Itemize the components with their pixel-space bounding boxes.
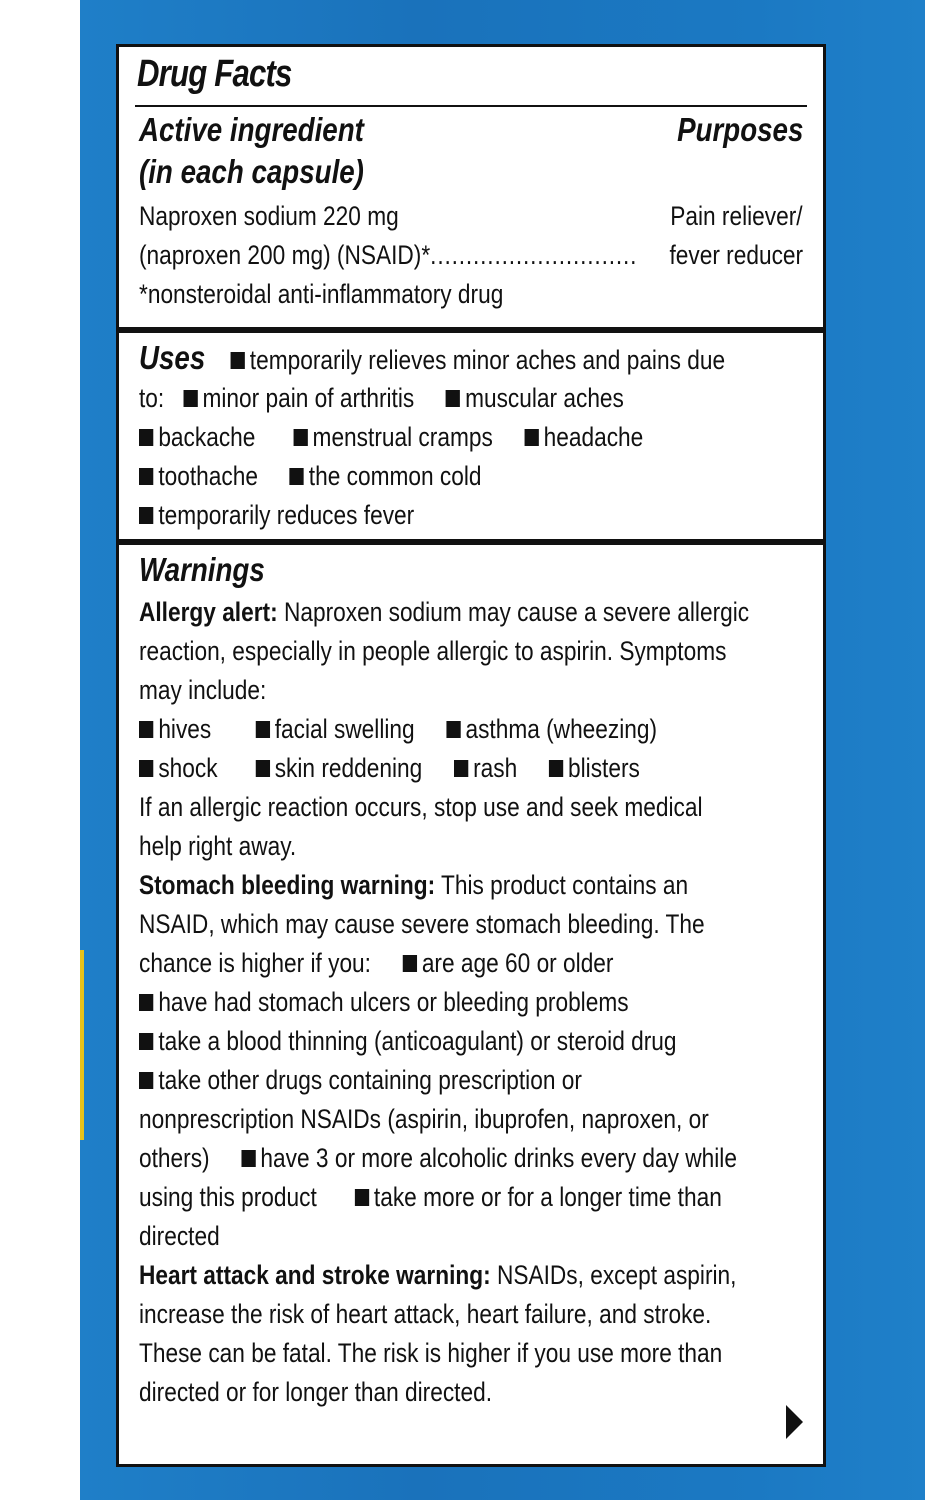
risk-item: have 3 or more alcoholic drinks every day while	[260, 1143, 737, 1173]
stomach-line-2: NSAID, which may cause severe stomach bleeding. The	[139, 909, 705, 939]
heart-line-2: increase the risk of heart attack, heart failure, and stroke.	[139, 1299, 712, 1329]
stomach-line-8	[139, 1139, 737, 1177]
allergy-line-2: reaction, especially in people allergic to aspirin. Symptoms	[139, 636, 727, 666]
allergy-line-5: help right away.	[139, 831, 297, 861]
background-edge	[0, 0, 80, 1500]
heart-line-4: directed or for longer than directed.	[139, 1377, 493, 1407]
stomach-line-5	[139, 1022, 677, 1060]
bullet-icon	[355, 1189, 369, 1206]
stomach-line-7: nonprescription NSAIDs (aspirin, ibuprofen, naproxen, or	[139, 1104, 709, 1134]
uses-line-3	[139, 418, 643, 456]
uses-line-2	[139, 379, 624, 417]
allergy-line-1	[139, 593, 749, 631]
uses-line-5	[139, 496, 414, 534]
symptom-item: asthma (wheezing)	[465, 714, 658, 744]
warning-text: NSAIDs, except aspirin,	[496, 1260, 737, 1290]
warning-text: using this product	[139, 1182, 317, 1212]
use-item: the common cold	[308, 461, 482, 491]
purpose-line-1: Pain reliever/	[670, 201, 803, 231]
bullet-icon	[454, 760, 468, 777]
ingredient-line-1: Naproxen sodium 220 mg	[139, 201, 399, 231]
bullet-icon	[139, 760, 153, 777]
purposes-heading: Purposes	[676, 111, 803, 148]
bullet-icon	[241, 1150, 255, 1167]
allergy-line-3: may include:	[139, 675, 267, 705]
symptom-item: facial swelling	[274, 714, 415, 744]
risk-item: are age 60 or older	[421, 948, 614, 978]
symptom-item: shock	[158, 753, 218, 783]
stomach-label: Stomach bleeding warning:	[139, 870, 436, 900]
bullet-icon	[139, 429, 153, 446]
warning-text: Naproxen sodium may cause a severe allergic	[283, 597, 750, 627]
bullet-icon	[446, 721, 460, 738]
risk-item: take other drugs containing prescription or	[158, 1065, 582, 1095]
drug-facts-title: Drug Facts	[137, 53, 292, 95]
bullet-icon	[402, 955, 416, 972]
leader-dots: .............................	[430, 240, 638, 270]
footnote: *nonsteroidal anti-inflammatory drug	[139, 279, 504, 309]
use-item: headache	[543, 422, 644, 452]
heart-line-1	[139, 1256, 736, 1294]
bullet-icon	[289, 468, 303, 485]
allergy-line-4: If an allergic reaction occurs, stop use and seek medical	[139, 792, 703, 822]
package-yellow-edge	[80, 950, 84, 1140]
warnings-section	[119, 545, 823, 1467]
bullet-icon	[255, 760, 269, 777]
use-item: temporarily reduces fever	[158, 500, 415, 530]
bullet-icon	[139, 1072, 153, 1089]
warning-text: others)	[139, 1143, 210, 1173]
bullet-icon	[230, 352, 244, 369]
use-item: muscular aches	[465, 383, 624, 413]
use-item: temporarily relieves minor aches and pains due	[249, 345, 726, 375]
bullet-icon	[139, 994, 153, 1011]
bullet-icon	[549, 760, 563, 777]
uses-lead: to:	[139, 383, 165, 413]
heart-line-3: These can be fatal. The risk is higher if you use more than	[139, 1338, 723, 1368]
continue-arrow-icon	[786, 1405, 803, 1439]
symptom-item: blisters	[568, 753, 640, 783]
stomach-line-10: directed	[139, 1221, 220, 1251]
warning-text: chance is higher if you:	[139, 948, 371, 978]
allergy-label: Allergy alert:	[139, 597, 278, 627]
risk-item: take a blood thinning (anticoagulant) or steroid drug	[158, 1026, 677, 1056]
use-item: menstrual cramps	[312, 422, 493, 452]
ingredient-text: (naproxen 200 mg) (NSAID)*	[139, 240, 431, 270]
use-item: minor pain of arthritis	[202, 383, 415, 413]
bullet-icon	[139, 468, 153, 485]
bullet-icon	[524, 429, 538, 446]
bullet-icon	[183, 390, 197, 407]
title-rule	[135, 105, 807, 107]
risk-item: have had stomach ulcers or bleeding problems	[158, 987, 629, 1017]
use-item: toothache	[158, 461, 258, 491]
warnings-heading: Warnings	[139, 551, 265, 588]
bullet-icon	[139, 1033, 153, 1050]
bullet-icon	[293, 429, 307, 446]
symptom-item: rash	[473, 753, 518, 783]
uses-section	[119, 333, 823, 545]
heart-label: Heart attack and stroke warning:	[139, 1260, 491, 1290]
symptoms-line-1	[139, 710, 657, 748]
active-ingredient-section	[119, 47, 823, 333]
bullet-icon	[446, 390, 460, 407]
symptom-item: hives	[158, 714, 212, 744]
symptom-item: skin reddening	[274, 753, 423, 783]
stomach-line-4	[139, 983, 629, 1021]
purpose-line-2: fever reducer	[669, 240, 803, 270]
uses-heading: Uses	[139, 339, 206, 376]
uses-line-1	[139, 339, 725, 379]
stomach-line-3	[139, 944, 613, 982]
bullet-icon	[255, 721, 269, 738]
risk-item: take more or for a longer time than	[373, 1182, 722, 1212]
ingredient-line-2	[139, 236, 637, 274]
drug-facts-panel	[116, 44, 826, 1467]
active-ingredient-heading: Active ingredient	[139, 111, 364, 148]
bullet-icon	[139, 721, 153, 738]
capsule-subheading: (in each capsule)	[139, 153, 364, 190]
symptoms-line-2	[139, 749, 640, 787]
stomach-line-6	[139, 1061, 582, 1099]
uses-line-4	[139, 457, 481, 495]
warning-text: This product contains an	[441, 870, 689, 900]
use-item: backache	[158, 422, 256, 452]
stomach-line-1	[139, 866, 688, 904]
bullet-icon	[139, 507, 153, 524]
stomach-line-9	[139, 1178, 722, 1216]
